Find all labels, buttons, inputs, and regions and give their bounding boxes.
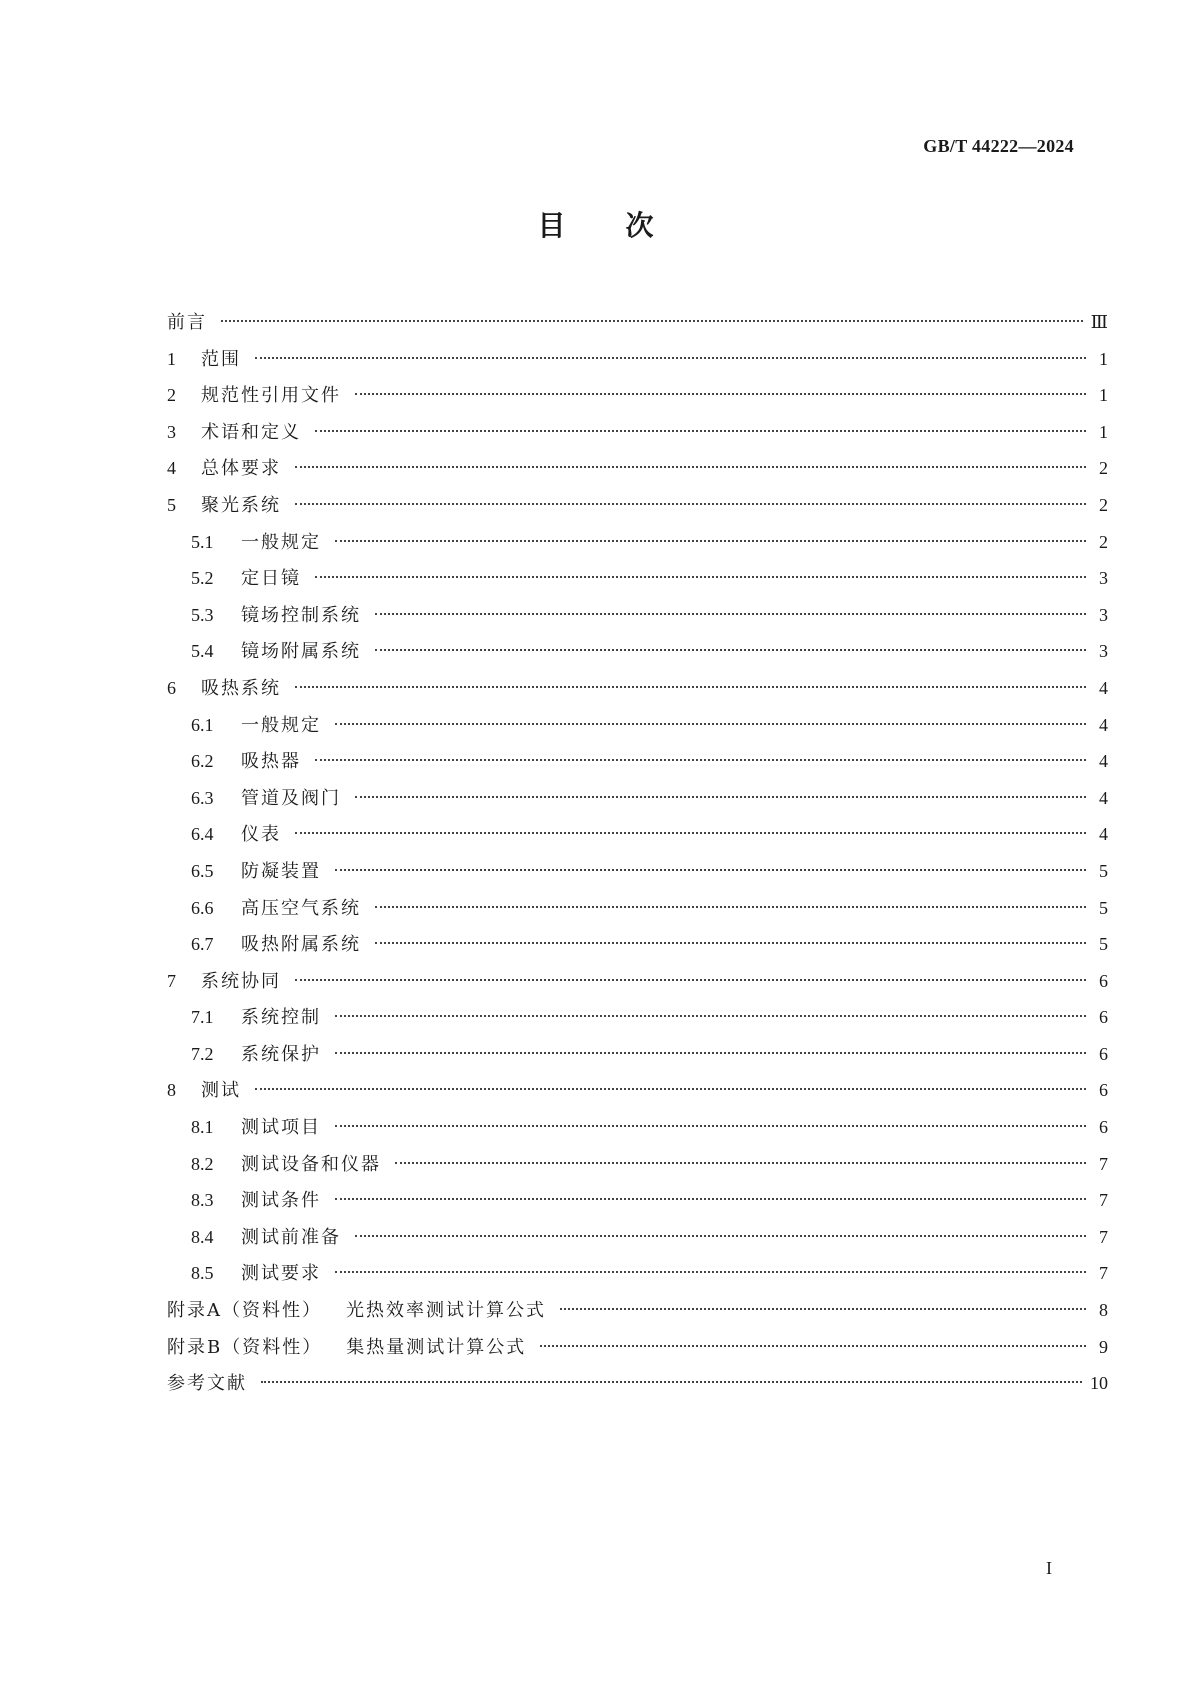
toc-page: 7 <box>1099 1263 1108 1284</box>
dot-leader <box>355 1235 1086 1237</box>
toc-page: 4 <box>1099 677 1108 698</box>
toc-page: 4 <box>1099 751 1108 772</box>
toc-number: 6.1 <box>191 714 214 735</box>
toc-label: 集热量测试计算公式 <box>346 1336 527 1358</box>
toc-page: 1 <box>1099 348 1108 369</box>
toc-page: 7 <box>1099 1190 1108 1211</box>
toc-page: 6 <box>1099 1080 1108 1101</box>
toc-page: 2 <box>1099 531 1108 552</box>
toc-page: 1 <box>1099 421 1108 442</box>
toc-page: 3 <box>1099 568 1108 589</box>
toc-label: 测试项目 <box>241 1117 321 1139</box>
toc-label: 系统协同 <box>201 970 281 992</box>
toc-number: 5.4 <box>191 641 214 662</box>
toc-entry[interactable] <box>167 450 1108 487</box>
toc-subentry[interactable] <box>167 1219 1108 1256</box>
dot-leader <box>221 320 1083 322</box>
toc-label: 总体要求 <box>201 458 281 480</box>
toc-number: 6.3 <box>191 787 214 808</box>
toc-subentry[interactable] <box>167 816 1108 853</box>
toc-page: 6 <box>1099 1043 1108 1064</box>
dot-leader <box>295 503 1086 505</box>
standard-number: GB/T 44222—2024 <box>923 136 1074 156</box>
toc-label: 仪表 <box>241 824 281 846</box>
annex-name: 附录A（资料性） <box>167 1300 322 1322</box>
toc-entry[interactable] <box>167 670 1108 707</box>
toc-page: 3 <box>1099 641 1108 662</box>
toc-label: 系统保护 <box>241 1043 321 1065</box>
toc-entry[interactable] <box>167 1072 1108 1109</box>
toc-page: Ⅲ <box>1090 312 1108 332</box>
dot-leader <box>261 1381 1082 1383</box>
toc-label: 吸热附属系统 <box>241 934 361 956</box>
toc-page: 6 <box>1099 1007 1108 1028</box>
toc-page: 8 <box>1099 1300 1108 1321</box>
toc-label: 前言 <box>167 312 207 333</box>
dot-leader <box>375 906 1086 908</box>
dot-leader <box>355 796 1086 798</box>
toc-subentry[interactable] <box>167 853 1108 890</box>
toc-number: 6.2 <box>191 751 214 772</box>
toc-page: 2 <box>1099 458 1108 479</box>
toc-page: 3 <box>1099 604 1108 625</box>
toc-number: 7.1 <box>191 1007 214 1028</box>
toc-page: 6 <box>1099 970 1108 991</box>
toc-number: 6.5 <box>191 860 214 881</box>
toc-label: 镜场附属系统 <box>241 641 361 663</box>
toc-subentry[interactable] <box>167 633 1108 670</box>
dot-leader <box>335 1125 1086 1127</box>
toc-subentry[interactable] <box>167 597 1108 634</box>
dot-leader <box>335 1271 1086 1273</box>
toc-entry[interactable] <box>167 414 1108 451</box>
dot-leader <box>315 430 1086 432</box>
dot-leader <box>335 1052 1086 1054</box>
toc-number: 3 <box>167 421 176 442</box>
toc-subentry[interactable] <box>167 1255 1108 1292</box>
toc-number: 8.3 <box>191 1190 214 1211</box>
toc-page: 10 <box>1090 1373 1108 1394</box>
toc-entry[interactable] <box>167 341 1108 378</box>
dot-leader <box>335 1198 1086 1200</box>
toc-entry-annex-a[interactable] <box>167 1292 1108 1329</box>
toc-page: 7 <box>1099 1153 1108 1174</box>
toc-entry[interactable] <box>167 377 1108 414</box>
toc-entry[interactable] <box>167 487 1108 524</box>
toc-number: 7 <box>167 970 176 991</box>
toc-label: 一般规定 <box>241 714 321 736</box>
toc-subentry[interactable] <box>167 560 1108 597</box>
table-of-contents <box>167 304 1108 1402</box>
toc-number: 2 <box>167 385 176 406</box>
toc-subentry[interactable] <box>167 743 1108 780</box>
dot-leader <box>335 1015 1086 1017</box>
toc-number: 5.2 <box>191 568 214 589</box>
toc-number: 5.3 <box>191 604 214 625</box>
page-number: I <box>1046 1558 1052 1578</box>
dot-leader <box>295 686 1086 688</box>
dot-leader <box>315 576 1086 578</box>
toc-number: 1 <box>167 348 176 369</box>
toc-entry-annex-b[interactable] <box>167 1329 1108 1366</box>
toc-page: 1 <box>1099 385 1108 406</box>
toc-label: 防凝装置 <box>241 860 321 882</box>
toc-entry-bibliography[interactable] <box>167 1365 1108 1402</box>
toc-number: 6.7 <box>191 934 214 955</box>
toc-number: 6 <box>167 677 176 698</box>
dot-leader <box>375 649 1086 651</box>
toc-entry-preface[interactable] <box>167 304 1108 341</box>
toc-label: 测试 <box>201 1080 241 1102</box>
dot-leader <box>335 869 1086 871</box>
toc-number: 8 <box>167 1080 176 1101</box>
toc-page: 5 <box>1099 897 1108 918</box>
dot-leader <box>295 466 1086 468</box>
dot-leader <box>295 979 1086 981</box>
toc-subentry[interactable] <box>167 1036 1108 1073</box>
toc-page: 7 <box>1099 1226 1108 1247</box>
dot-leader <box>335 540 1086 542</box>
toc-label: 规范性引用文件 <box>201 385 341 407</box>
toc-label: 定日镜 <box>241 568 301 590</box>
dot-leader <box>295 832 1086 834</box>
toc-label: 管道及阀门 <box>241 787 341 809</box>
toc-subentry[interactable] <box>167 890 1108 927</box>
toc-label: 一般规定 <box>241 531 321 553</box>
toc-number: 6.4 <box>191 824 214 845</box>
toc-entry[interactable] <box>167 963 1108 1000</box>
toc-subentry[interactable] <box>167 926 1108 963</box>
toc-label: 吸热系统 <box>201 677 281 699</box>
toc-page: 2 <box>1099 494 1108 515</box>
toc-number: 7.2 <box>191 1043 214 1064</box>
toc-label: 测试设备和仪器 <box>241 1153 381 1175</box>
dot-leader <box>540 1345 1086 1347</box>
toc-number: 8.2 <box>191 1153 214 1174</box>
dot-leader <box>335 723 1086 725</box>
toc-label: 高压空气系统 <box>241 897 361 919</box>
toc-number: 4 <box>167 458 176 479</box>
toc-label: 测试条件 <box>241 1190 321 1212</box>
toc-subentry[interactable] <box>167 780 1108 817</box>
toc-subentry[interactable] <box>167 1109 1108 1146</box>
annex-name: 附录B（资料性） <box>167 1336 323 1358</box>
toc-subentry[interactable] <box>167 524 1108 561</box>
toc-label: 测试要求 <box>241 1263 321 1285</box>
toc-number: 8.5 <box>191 1263 214 1284</box>
dot-leader <box>315 759 1086 761</box>
toc-label: 系统控制 <box>241 1007 321 1029</box>
toc-number: 8.1 <box>191 1117 214 1138</box>
toc-number: 5 <box>167 494 176 515</box>
dot-leader <box>355 393 1086 395</box>
toc-page: 9 <box>1099 1336 1108 1357</box>
toc-number: 8.4 <box>191 1226 214 1247</box>
toc-page: 6 <box>1099 1117 1108 1138</box>
dot-leader <box>375 942 1086 944</box>
toc-subentry[interactable] <box>167 707 1108 744</box>
dot-leader <box>375 613 1086 615</box>
dot-leader <box>395 1162 1086 1164</box>
toc-label: 吸热器 <box>241 751 301 773</box>
toc-label: 光热效率测试计算公式 <box>346 1300 546 1322</box>
toc-subentry[interactable] <box>167 999 1108 1036</box>
toc-page: 5 <box>1099 934 1108 955</box>
toc-page: 4 <box>1099 824 1108 845</box>
toc-label: 术语和定义 <box>201 421 301 443</box>
toc-number: 6.6 <box>191 897 214 918</box>
toc-subentry[interactable] <box>167 1146 1108 1183</box>
toc-page: 4 <box>1099 787 1108 808</box>
dot-leader <box>255 357 1086 359</box>
toc-label: 范围 <box>201 348 241 370</box>
toc-page: 4 <box>1099 714 1108 735</box>
page-title: 目次 <box>537 209 714 242</box>
dot-leader <box>255 1088 1086 1090</box>
toc-label: 测试前准备 <box>241 1226 341 1248</box>
dot-leader <box>560 1308 1086 1310</box>
toc-label: 参考文献 <box>167 1373 247 1395</box>
toc-label: 聚光系统 <box>201 494 281 516</box>
toc-number: 5.1 <box>191 531 214 552</box>
toc-subentry[interactable] <box>167 1182 1108 1219</box>
toc-label: 镜场控制系统 <box>241 604 361 626</box>
toc-page: 5 <box>1099 860 1108 881</box>
